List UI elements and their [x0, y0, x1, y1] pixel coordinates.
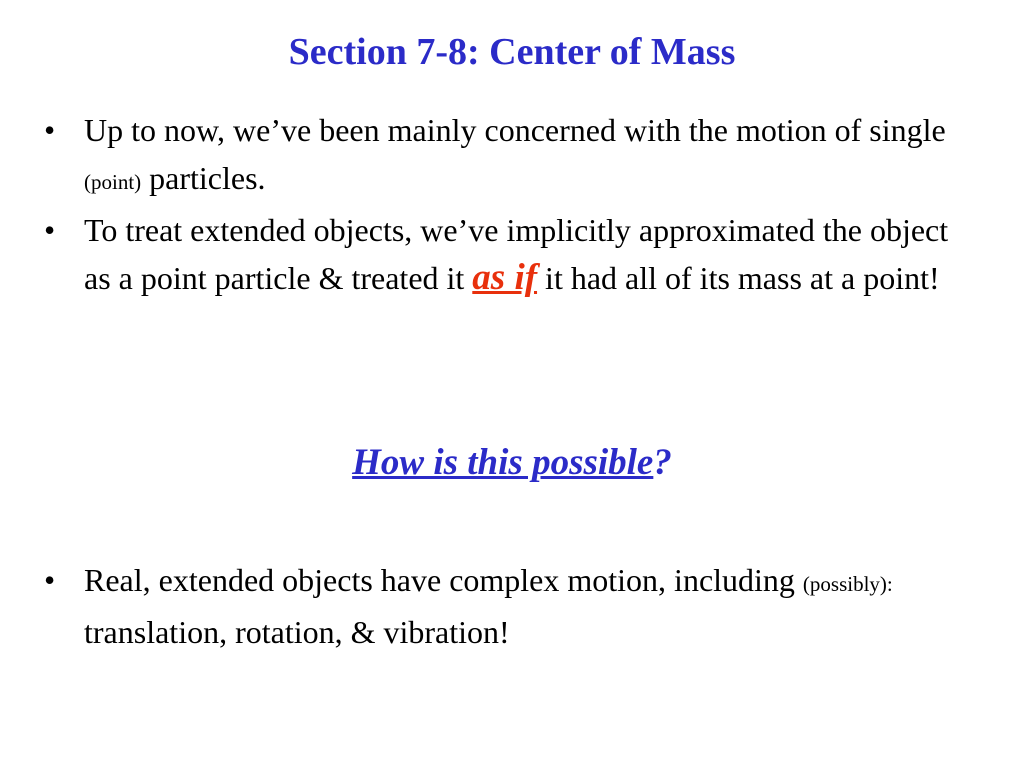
bullet-text [84, 206, 974, 302]
bullet-marker: • [44, 112, 56, 148]
bullet-text-main: To treat extended objects, we’ve implicitly approximated the object as a point particle & treated it [84, 212, 949, 296]
question-text: How is this possible [352, 442, 654, 483]
question-line [0, 440, 1024, 486]
bullet-marker: • [44, 562, 56, 598]
bullet-text-end: translation, rotation, & vibration! [84, 614, 510, 650]
bullet-text-small: (point) [84, 170, 142, 194]
bullet-marker: • [44, 212, 56, 248]
bullet-item-1 [44, 106, 974, 206]
bullet-item-3 [44, 556, 974, 656]
bullet-text-small: (possibly): [802, 572, 893, 596]
emphasis-as-if: as if [472, 257, 538, 298]
bullet-text-end: particles. [141, 160, 266, 196]
bullet-item-2 [44, 206, 974, 302]
question-mark: ? [653, 442, 672, 483]
bullet-text-main: Up to now, we’ve been mainly concerned with the motion of single [84, 112, 946, 148]
bullet-text [84, 556, 974, 656]
bullet-text-end: it had all of its mass at a point! [537, 260, 940, 296]
slide-title: Section 7-8: Center of Mass [288, 31, 736, 73]
bullet-text-main: Real, extended objects have complex motion, including [84, 562, 803, 598]
bullet-text [84, 106, 974, 206]
